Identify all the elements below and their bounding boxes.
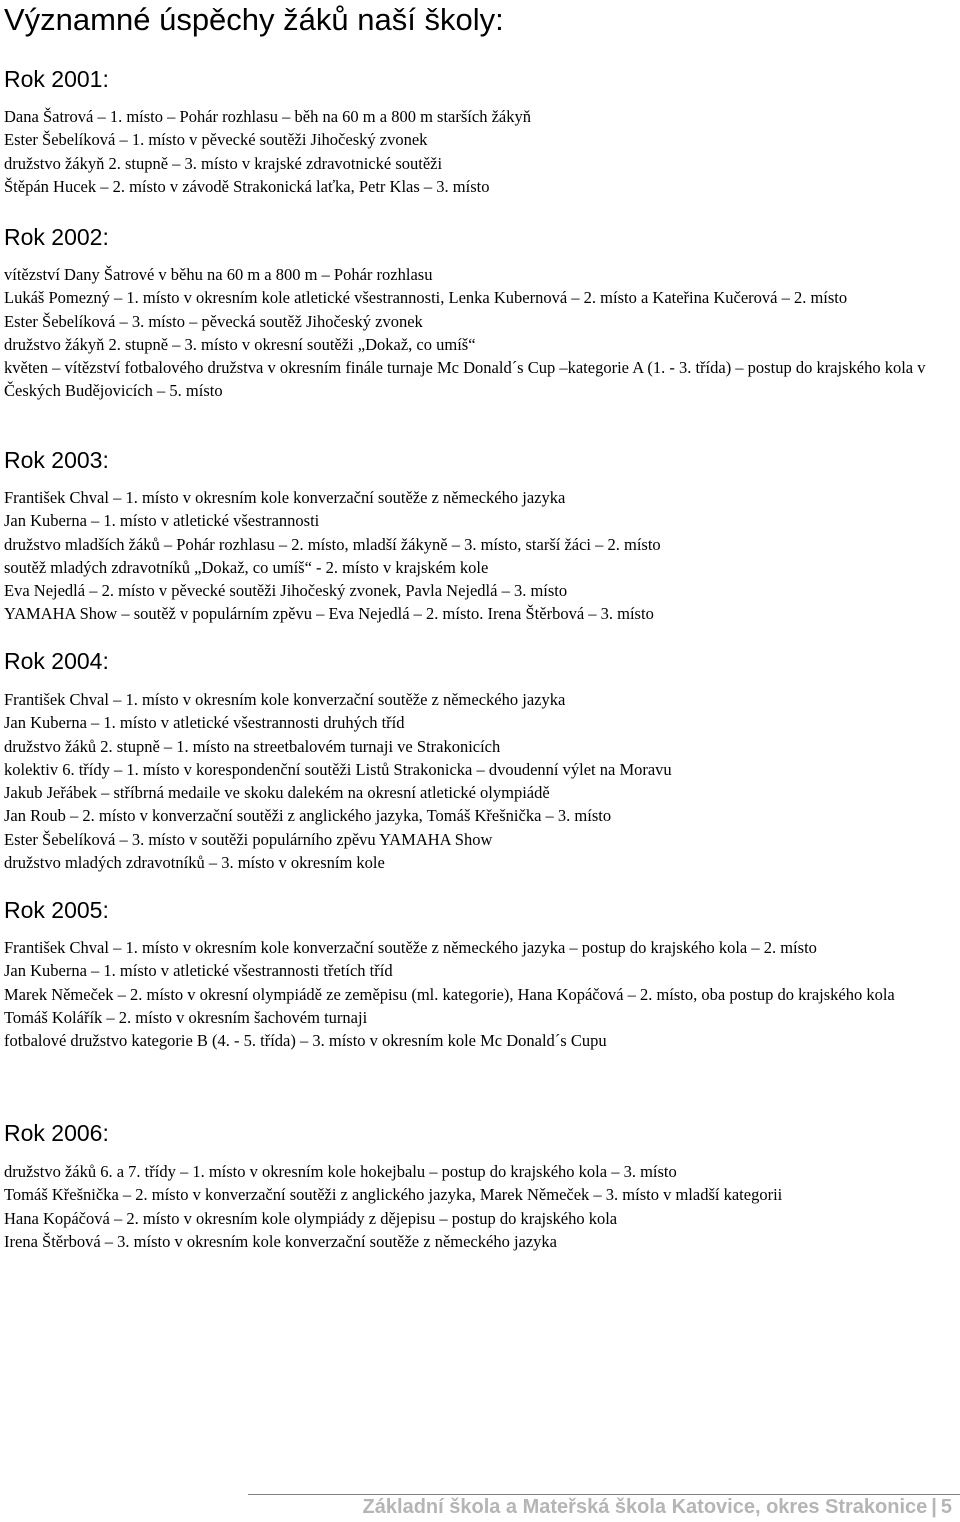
- achievement-line: Tomáš Křešnička – 2. místo v konverzační soutěži z anglického jazyka, Marek Němeček – 3. místo v mladší kategorii: [4, 1185, 783, 1205]
- achievement-line: Tomáš Kolářík – 2. místo v okresním šachovém turnaji: [4, 1007, 368, 1027]
- achievement-line: družstvo žáků 2. stupně – 1. místo na streetbalovém turnaji ve Strakonicích: [4, 736, 501, 756]
- section-heading-2002: Rok 2002:: [4, 224, 109, 250]
- achievement-line: Irena Štěrbová – 3. místo v okresním kole konverzační soutěže z německého jazyka: [4, 1231, 558, 1251]
- achievement-line: družstvo žákyň 2. stupně – 3. místo v okresní soutěži „Dokaž, co umíš“: [4, 334, 476, 354]
- section-body-2002: [4, 263, 956, 403]
- achievement-line: Jan Kuberna – 1. místo v atletické všestrannosti druhých tříd: [4, 713, 405, 733]
- achievement-line: Eva Nejedlá – 2. místo v pěvecké soutěži Jihočeský zvonek, Pavla Nejedlá – 3. místo: [4, 581, 568, 601]
- section-body-2005: [4, 936, 956, 1052]
- section-heading-2004: Rok 2004:: [4, 648, 109, 674]
- page-footer: [363, 1496, 952, 1519]
- achievement-line: Jan Roub – 2. místo v konverzační soutěži z anglického jazyka, Tomáš Křešnička – 3. místo: [4, 806, 612, 826]
- achievement-line: družstvo žákyň 2. stupně – 3. místo v krajské zdravotnické soutěži: [4, 153, 443, 173]
- achievement-line: František Chval – 1. místo v okresním kole konverzační soutěže z německého jazyka: [4, 488, 566, 507]
- achievement-line: družstvo žáků 6. a 7. třídy – 1. místo v okresním kole hokejbalu – postup do krajského kola – 3. místo: [4, 1162, 677, 1181]
- achievement-line: družstvo mladších žáků – Pohár rozhlasu – 2. místo, mladší žákyně – 3. místo, starší žáci – 2. místo: [4, 534, 661, 554]
- achievement-line: Jan Kuberna – 1. místo v atletické všestrannosti: [4, 511, 320, 531]
- achievement-line: František Chval – 1. místo v okresním kole konverzační soutěže z německého jazyka: [4, 690, 566, 709]
- achievement-line: Ester Šebelíková – 3. místo v soutěži populárního zpěvu YAMAHA Show: [4, 829, 493, 849]
- achievement-line: družstvo mladých zdravotníků – 3. místo v okresním kole: [4, 853, 385, 873]
- footer-divider: [248, 1494, 960, 1495]
- section-body-2004: [4, 688, 956, 874]
- achievement-line: fotbalové družstvo kategorie B (4. - 5. třída) – 3. místo v okresním kole Mc Donald´s Cupu: [4, 1031, 607, 1051]
- achievement-line: Ester Šebelíková – 1. místo v pěvecké soutěži Jihočeský zvonek: [4, 130, 428, 150]
- section-heading-2003: Rok 2003:: [4, 447, 109, 473]
- section-body-2003: [4, 486, 956, 626]
- achievement-line: František Chval – 1. místo v okresním kole konverzační soutěže z německého jazyka – postup do krajského kola – 2. místo: [4, 938, 817, 957]
- achievement-line: květen – vítězství fotbalového družstva v okresním finále turnaje Mc Donald´s Cup –kategorie A (1. - 3. třída) – postup do krajského kola v Českých Budějovicích – 5. místo: [4, 358, 926, 401]
- achievement-line: Marek Němeček – 2. místo v okresní olympiádě ze zeměpisu (ml. kategorie), Hana Kopáčová – 2. místo, oba postup do krajského kola: [4, 984, 895, 1004]
- page-title: Významné úspěchy žáků naší školy:: [4, 2, 504, 37]
- achievement-line: Jakub Jeřábek – stříbrná medaile ve skoku dalekém na okresní atletické olympiádě: [4, 783, 550, 803]
- achievement-line: Hana Kopáčová – 2. místo v okresním kole olympiády z dějepisu – postup do krajského kola: [4, 1208, 618, 1228]
- section-heading-2001: Rok 2001:: [4, 66, 109, 92]
- section-heading-2006: Rok 2006:: [4, 1120, 109, 1146]
- achievement-line: Lukáš Pomezný – 1. místo v okresním kole atletické všestrannosti, Lenka Kubernová – 2. místo a Kateřina Kučerová – 2. místo: [4, 288, 848, 308]
- achievement-line: Jan Kuberna – 1. místo v atletické všestrannosti třetích tříd: [4, 961, 393, 981]
- section-heading-2005: Rok 2005:: [4, 897, 109, 923]
- page-number: 5: [940, 1496, 952, 1518]
- achievement-line: kolektiv 6. třídy – 1. místo v korespondenční soutěži Listů Strakonicka – dvoudenní výlet na Moravu: [4, 759, 672, 779]
- section-body-2006: [4, 1160, 956, 1253]
- achievement-line: Štěpán Hucek – 2. místo v závodě Strakonická laťka, Petr Klas – 3. místo: [4, 176, 490, 196]
- achievement-line: vítězství Dany Šatrové v běhu na 60 m a 800 m – Pohár rozhlasu: [4, 265, 433, 284]
- section-body-2001: [4, 105, 956, 198]
- achievement-line: soutěž mladých zdravotníků „Dokaž, co umíš“ - 2. místo v krajském kole: [4, 557, 489, 577]
- footer-school-name: Základní škola a Mateřská škola Katovice, okres Strakonice: [362, 1496, 928, 1518]
- footer-separator: |: [931, 1496, 937, 1518]
- achievement-line: Dana Šatrová – 1. místo – Pohár rozhlasu – běh na 60 m a 800 m starších žákyň: [4, 107, 531, 126]
- achievement-line: YAMAHA Show – soutěž v populárním zpěvu – Eva Nejedlá – 2. místo. Irena Štěrbová – 3. místo: [4, 604, 654, 624]
- achievement-line: Ester Šebelíková – 3. místo – pěvecká soutěž Jihočeský zvonek: [4, 311, 423, 331]
